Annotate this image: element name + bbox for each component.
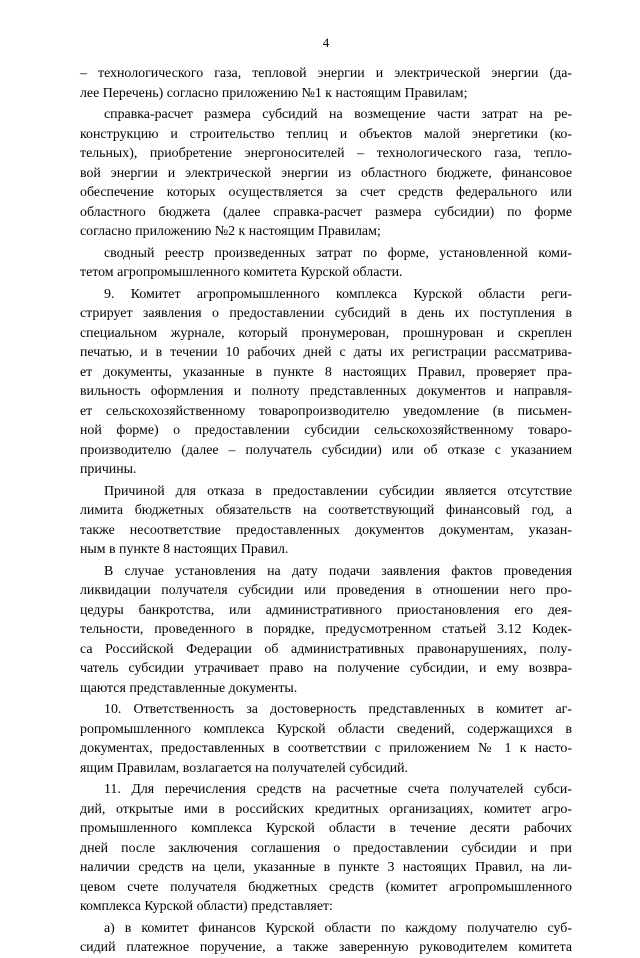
paragraph-p8 xyxy=(80,780,572,917)
text-line: 9. Комитет агропромышленного комплекса Курской области реги- xyxy=(104,286,572,302)
text-line: сидий платежное поручение, а также заверенную руководителем комитета xyxy=(80,940,572,955)
paragraph-p2 xyxy=(80,105,572,242)
paragraph-p1 xyxy=(80,64,572,103)
text-line: – технологического газа, тепловой энергии и электрической энергии (да- xyxy=(80,66,572,81)
text-line: сводный реестр произведенных затрат по форме, установленной коми- xyxy=(104,245,572,261)
text-line: вой энергии и электрической энергии из областного бюджете, финансовое xyxy=(80,165,572,181)
text-line: ликвидации получателя субсидии или проведения в отношении него про- xyxy=(80,583,572,598)
text-line: ящим Правилам, возлагается на получателей субсидий. xyxy=(80,760,409,776)
paragraph-p4 xyxy=(80,285,572,480)
document-body xyxy=(80,64,572,958)
text-line: ным в пункте 8 настоящих Правил. xyxy=(80,542,289,557)
text-line: 10. Ответственность за достоверность представленных в комитет аг- xyxy=(104,702,572,717)
text-line: тельности, проведенного в порядке, предусмотренном статьей 3.12 Кодек- xyxy=(80,622,572,637)
text-line: ет документы, указанные в пункте 8 настоящих Правил, проверяет пра- xyxy=(80,364,572,380)
paragraph-p9 xyxy=(80,919,572,958)
text-line: причины. xyxy=(80,462,137,477)
text-line: ет сельскохозяйственному товаропроизводителю уведомление (в письмен- xyxy=(80,403,572,419)
text-line: 11. Для перечисления средств на расчетные счета получателей субси- xyxy=(104,782,572,797)
text-line: дней после заключения соглашения о предоставлении субсидии и при xyxy=(80,840,572,856)
text-line: ной форме) о предоставлении субсидии сельскохозяйственному товаро- xyxy=(80,423,572,438)
paragraph-p6 xyxy=(80,562,572,699)
text-line: областного бюджета (далее справка-расчет размера субсидии) по форме xyxy=(80,204,572,220)
text-line: щаются представленные документы. xyxy=(80,680,298,696)
text-line: тельных), приобретение энергоносителей – технологического газа, тепло- xyxy=(80,146,572,161)
text-line: стрирует заявления о предоставлении субсидий в день их поступления в xyxy=(80,306,572,321)
text-line: также несоответствие предоставленных документов документам, указан- xyxy=(80,522,572,538)
page-number: 4 xyxy=(322,35,330,50)
text-line: печатью, и в течении 10 рабочих дней с даты их регистрации рассматрива- xyxy=(80,345,572,360)
text-line: производителю (далее – получатель субсидии) или об отказе с указанием xyxy=(80,442,572,458)
text-line: са Российской Федерации об административных правонарушениях, полу- xyxy=(80,641,572,657)
paragraph-p7 xyxy=(80,700,572,778)
text-line: тетом агропромышленного комитета Курской области. xyxy=(80,265,403,280)
text-line: ропромышленного комплекса Курской области сведений, содержащихся в xyxy=(80,721,572,737)
text-line: промышленного комплекса Курской области в течение десяти рабочих xyxy=(80,821,572,836)
text-line: лее Перечень) согласно приложению №1 к настоящим Правилам; xyxy=(80,85,468,101)
text-line: согласно приложению №2 к настоящим Правилам; xyxy=(80,224,381,239)
text-line: а) в комитет финансов Курской области по каждому получателю суб- xyxy=(104,920,572,936)
text-line: справка-расчет размера субсидий на возмещение части затрат на ре- xyxy=(104,107,572,122)
text-line: чатель субсидии утрачивает право на получение субсидии, и ему возвра- xyxy=(80,661,572,676)
text-line: специальном журнале, который пронумерован, прошнурован и скреплен xyxy=(80,325,572,341)
text-line: комплекса Курской области) представляет: xyxy=(80,899,333,914)
text-line: Причиной для отказа в предоставлении субсидии является отсутствие xyxy=(104,483,572,499)
paragraph-p5 xyxy=(80,482,572,560)
text-line: обеспечение которых осуществляется за счет средств федерального или xyxy=(80,185,572,200)
text-line: вильность оформления и полноту представленных документов и направля- xyxy=(80,384,572,399)
text-line: конструкцию и строительство теплиц и объектов малой энергетики (ко- xyxy=(80,126,572,142)
text-line: наличии средств на цели, указанные в пункте 3 настоящих Правил, на ли- xyxy=(80,860,572,875)
text-line: цевом счете получателя бюджетных средств (комитет агропромышленного xyxy=(80,879,572,895)
text-line: дий, открытые ими в российских кредитных организациях, комитет агро- xyxy=(80,801,572,817)
text-line: документах, предоставленных в соответствии с приложением № 1 к насто- xyxy=(80,741,572,756)
text-line: лимита бюджетных обязательств на соответствующий финансовый год, а xyxy=(80,503,572,518)
paragraph-p3 xyxy=(80,244,572,283)
text-line: В случае установления на дату подачи заявления фактов проведения xyxy=(104,563,572,579)
text-line: цедуры банкротства, или административного приостановления его дея- xyxy=(80,602,572,618)
